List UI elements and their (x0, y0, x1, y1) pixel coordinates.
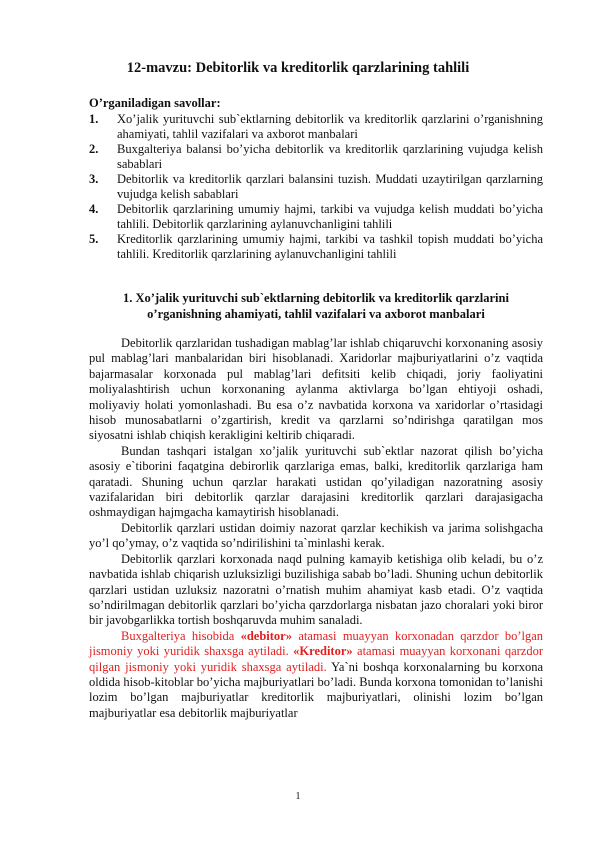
list-item-text: Xo’jalik yurituvchi sub`ektlarning debitorlik va kreditorlik qarzlarini o’rganishning ahamiyati, tahlil vazifalari va axborot manbalari (117, 112, 543, 141)
section-heading-line: 1. Xo’jalik yurituvchi sub`ektlarning debitorlik va kreditorlik qarzlarini (123, 291, 509, 305)
list-item (89, 232, 543, 262)
list-item-number: 4. (89, 202, 99, 216)
term-kreditor: «Kreditor» (293, 644, 353, 659)
paragraph-definitions (89, 629, 543, 721)
plain-text: Ya`ni boshqa korxonalarning bu korxona oldida hisob-kitoblar bo’yicha majburiyatlari bo’ladi. Bunda korxona tomonidan to’lanishi lozim bo’lgan majburiyatlar kreditorlik majburiyatlari, olinishi lozim bo’lgan majburiyatlar esa debitorlik majburiyatlar (89, 659, 543, 720)
list-item (89, 202, 543, 232)
list-item-number: 2. (89, 142, 99, 156)
list-item-number: 1. (89, 112, 99, 126)
questions-list (89, 112, 543, 262)
section-heading (89, 290, 543, 322)
questions-heading: O’rganiladigan savollar: (89, 96, 221, 110)
list-item-text: Kreditorlik qarzlarining umumiy hajmi, tarkibi va tashkil topish muddati bo’yicha tahlili. Kreditorlik qarzlarining aylanuvchanligini tahlili (117, 232, 543, 261)
page-number: 1 (295, 791, 301, 802)
list-item (89, 112, 543, 142)
list-item-number: 5. (89, 232, 99, 246)
highlighted-text: Buxgalteriya hisobida (121, 628, 241, 643)
paragraph: Debitorlik qarzlari ustidan doimiy nazorat qarzlar kechikish va jarima solishgacha yo’l qo’ymay, o’z vaqtida so’ndirilishini ta`minlashi kerak. (89, 520, 543, 551)
list-item-text: Debitorlik va kreditorlik qarzlari balansini tuzish. Muddati uzaytirilgan qarzlarning vujudga kelish sabablari (117, 172, 543, 201)
highlighted-text: atamasi muayyan korxonani qarzdor qilgan jismoniy yoki yuridik shaxsga aytiladi. (89, 644, 543, 674)
list-item-text: Debitorlik qarzlarining umumiy hajmi, tarkibi va vujudga kelish muddati bo’yicha tahlili. Debitorlik qarzlarining aylanuvchanligini tahlili (117, 202, 543, 231)
paragraph: Bundan tashqari istalgan xo’jalik yurituvchi sub`ektlar nazorat qilish bo’yicha asosiy e`tiborini faqatgina debirorlik qarzlariga emas, balki, kreditorlik qarzlariga ham qaratadi. Shuning uchun qarzlar harakati ustidan qo’yiladigan nazoratning asosiy vazifalaridan biri debitorlik qarzlar darajasini kreditorlik qarzlari darajasigacha oshmaydigan hajmgacha kamaytirish hisoblanadi. (89, 443, 543, 520)
term-debitor: «debitor» (240, 628, 292, 643)
page-title: 12-mavzu: Debitorlik va kreditorlik qarzlarining tahlili (126, 60, 470, 76)
list-item (89, 142, 543, 172)
list-item-number: 3. (89, 172, 99, 186)
paragraph: Debitorlik qarzlaridan tushadigan mablag’lar ishlab chiqaruvchi korxonaning asosiy pul mablag’lari manbalaridan biri hisoblanadi. Xaridorlar majburiyatlarini o’z vaqtida bajarmasalar korxonada pul mablag’lari defitsiti kelib chiqadi, joriy faoliyatini moliyalashtirish uchun korxonaning aylanma aktivlarga bo’lgan ehtiyoji oshadi, moliyaviy holati yomonlashadi. Bu esa o’z navbatida korxona va xaridorlar o’rtasidagi hisob munosabatlarni o’zgartirish, kredit va qarzlarni so’ndirishga qaratilgan mos siyosatni ishlab chiqish kerakligini keltirib chiqaradi. (89, 336, 543, 443)
list-item (89, 172, 543, 202)
body-text (89, 336, 543, 721)
highlighted-text: atamasi muayyan korxonadan qarzdor bo’lgan jismoniy yoki yuridik shaxsga aytiladi. (89, 628, 543, 659)
list-item-text: Buxgalteriya balansi bo’yicha debitorlik va kreditorlik qarzlarining vujudga kelish sabablari (117, 142, 543, 171)
paragraph: Debitorlik qarzlari korxonada naqd pulning kamayib ketishiga olib keladi, bu o’z navbatida ishlab chiqarish uzluksizligi buzilishiga sabab bo’ladi. Shuning uchun debitorlik qarzlari ustidan uzluksiz nazoratni o’rnatish muhim ahamiyat kasb etadi. O’z vaqtida so’ndirilmagan debitorlik qarzlari bo’yicha qarzdorlarga nisbatan jazo choralari yoki biror bir javobgarlikka tortish boshqaruvda muhim sanaladi. (89, 551, 543, 628)
section-heading-line: o’rganishning ahamiyati, tahlil vazifalari va axborot manbalari (147, 307, 485, 321)
